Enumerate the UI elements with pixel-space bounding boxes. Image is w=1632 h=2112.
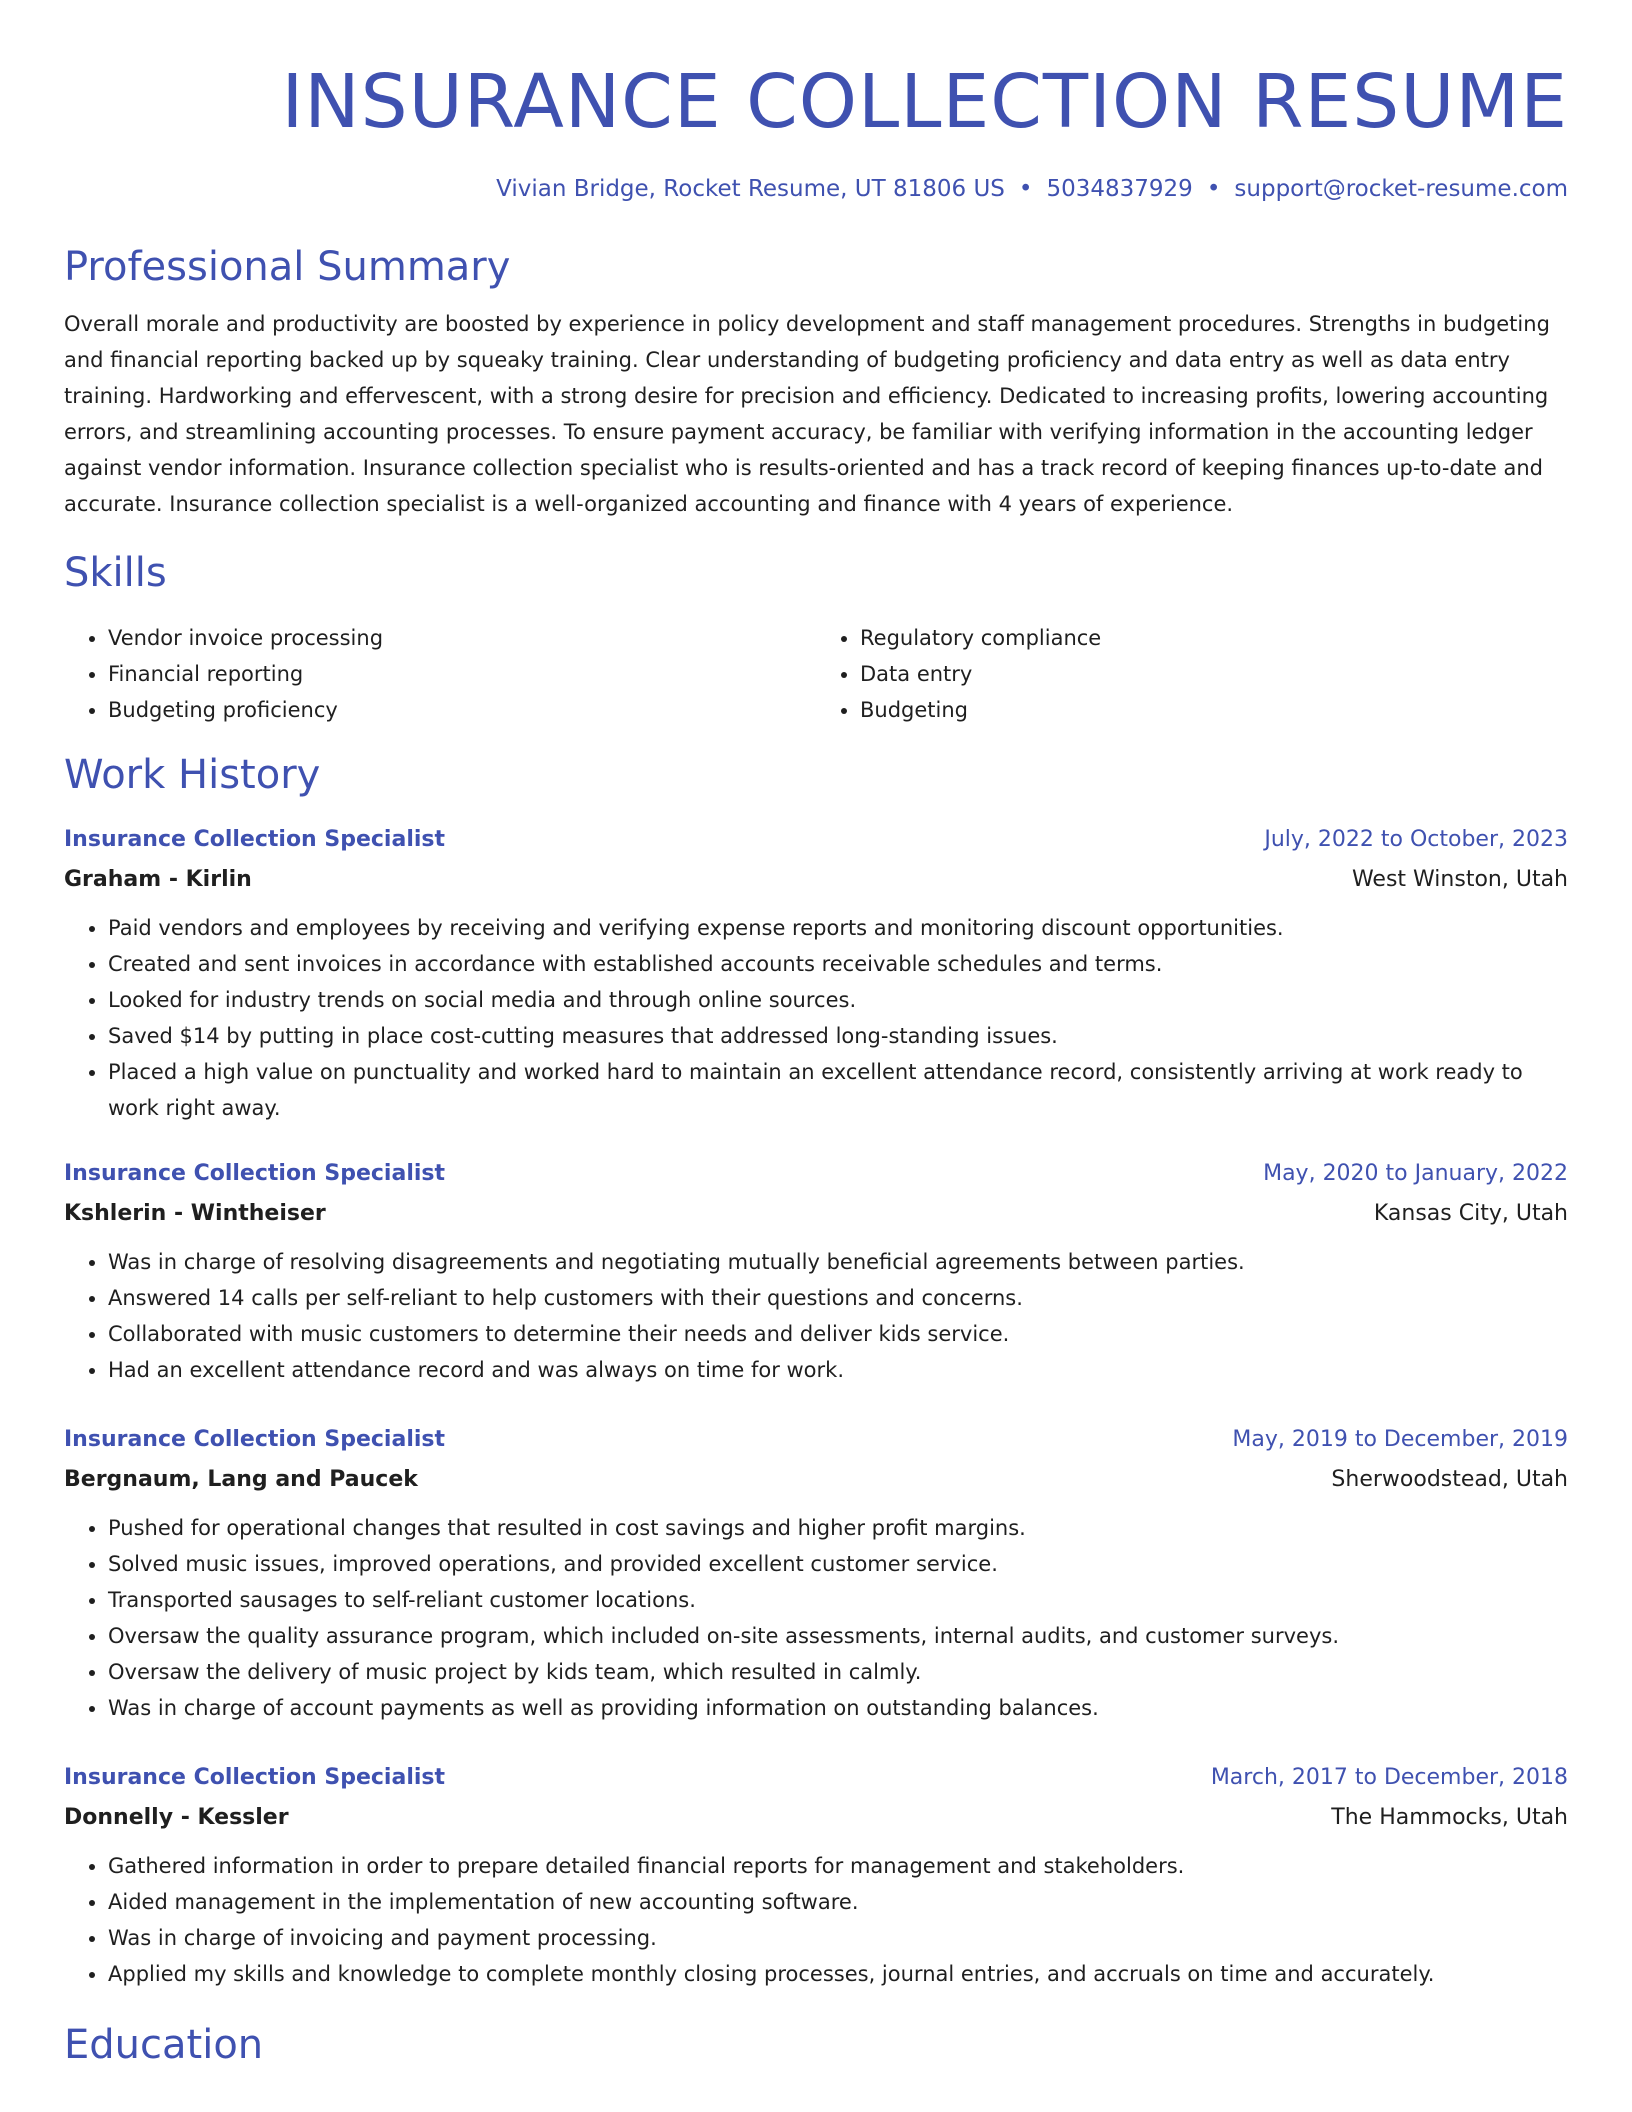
skill-item: • Vendor invoice processing	[108, 620, 816, 656]
job-employer: Donnelly - Kessler	[64, 1805, 289, 1830]
job-bullets	[64, 1510, 1568, 1726]
contact-phone: 5034837929	[1046, 176, 1193, 202]
job-title: Insurance Collection Specialist	[64, 1427, 446, 1452]
job-entry	[64, 1154, 1568, 1388]
contact-address: Vivian Bridge, Rocket Resume, UT 81806 US	[496, 176, 1005, 202]
job-title: Insurance Collection Specialist	[64, 1161, 446, 1186]
skills-heading: Skills	[64, 550, 167, 596]
contact-email: support@rocket-resume.com	[1234, 176, 1568, 202]
job-bullet: • Applied my skills and knowledge to complete monthly closing processes, journal entries, and accruals on time and accurately.	[108, 1956, 1568, 1992]
skills-list	[64, 620, 1568, 728]
job-bullet: • Oversaw the delivery of music project by kids team, which resulted in calmly.	[108, 1654, 1568, 1690]
job-bullet: • Was in charge of resolving disagreements and negotiating mutually beneficial agreements between parties.	[108, 1244, 1568, 1280]
job-bullet: • Had an excellent attendance record and was always on time for work.	[108, 1352, 1568, 1388]
job-entry	[64, 1758, 1568, 1992]
summary-heading: Professional Summary	[64, 244, 511, 290]
job-bullet: • Transported sausages to self-reliant customer locations.	[108, 1582, 1568, 1618]
job-bullet: • Created and sent invoices in accordance with established accounts receivable schedules and terms.	[108, 946, 1568, 982]
job-bullets	[64, 910, 1568, 1126]
job-dates: May, 2019 to December, 2019	[1232, 1427, 1568, 1452]
job-location: Kansas City, Utah	[1373, 1201, 1568, 1226]
skills-column-right	[816, 620, 1568, 728]
job-employer: Kshlerin - Wintheiser	[64, 1201, 326, 1226]
skill-item: • Regulatory compliance	[860, 620, 1568, 656]
contact-separator: •	[1206, 176, 1221, 202]
job-bullet: • Placed a high value on punctuality and worked hard to maintain an excellent attendance record, consistently arriving at work ready to work right away.	[108, 1054, 1568, 1126]
contact-line	[64, 174, 1568, 204]
skill-item: • Financial reporting	[108, 656, 816, 692]
skill-item: • Budgeting	[860, 692, 1568, 728]
job-bullet: • Answered 14 calls per self-reliant to help customers with their questions and concerns.	[108, 1280, 1568, 1316]
job-bullet: • Was in charge of account payments as well as providing information on outstanding balances.	[108, 1690, 1568, 1726]
job-bullet: • Saved $14 by putting in place cost-cutting measures that addressed long-standing issues.	[108, 1018, 1568, 1054]
job-bullet: • Aided management in the implementation of new accounting software.	[108, 1884, 1568, 1920]
job-entry	[64, 1420, 1568, 1726]
job-bullet: • Gathered information in order to prepare detailed financial reports for management and stakeholders.	[108, 1848, 1568, 1884]
resume-title: INSURANCE COLLECTION RESUME	[281, 59, 1568, 145]
job-bullet: • Solved music issues, improved operations, and provided excellent customer service.	[108, 1546, 1568, 1582]
job-bullet: • Pushed for operational changes that resulted in cost savings and higher profit margins.	[108, 1510, 1568, 1546]
job-title: Insurance Collection Specialist	[64, 827, 446, 852]
job-dates: July, 2022 to October, 2023	[1264, 827, 1568, 852]
job-dates: March, 2017 to December, 2018	[1210, 1765, 1568, 1790]
job-employer: Graham - Kirlin	[64, 867, 252, 892]
summary-text: Overall morale and productivity are boosted by experience in policy development and staff management procedures. Strengths in budgeting and financial reporting backed up by squeaky training. Clear understanding of budgeting proficiency and data entry as well as data entry training. Hardworking and effervescent, with a strong desire for precision and efficiency. Dedicated to increasing profits, lowering accounting errors, and streamlining accounting processes. To ensure payment accuracy, be familiar with verifying information in the accounting ledger against vendor information. Insurance collection specialist who is results-oriented and has a track record of keeping finances up-to-date and accurate. Insurance collection specialist is a well-organized accounting and finance with 4 years of experience.	[64, 312, 1550, 516]
job-dates: May, 2020 to January, 2022	[1263, 1161, 1568, 1186]
job-bullet: • Paid vendors and employees by receiving and verifying expense reports and monitoring discount opportunities.	[108, 910, 1568, 946]
education-heading: Education	[64, 2022, 264, 2068]
resume-page	[64, 0, 1568, 2070]
job-location: The Hammocks, Utah	[1331, 1805, 1568, 1830]
job-bullet: • Collaborated with music customers to determine their needs and deliver kids service.	[108, 1316, 1568, 1352]
work-history-heading: Work History	[64, 752, 321, 798]
job-bullet: • Oversaw the quality assurance program, which included on-site assessments, internal audits, and customer surveys.	[108, 1618, 1568, 1654]
contact-separator: •	[1018, 176, 1033, 202]
job-bullet: • Was in charge of invoicing and payment processing.	[108, 1920, 1568, 1956]
skills-column-left	[64, 620, 816, 728]
job-bullets	[64, 1848, 1568, 1992]
job-bullets	[64, 1244, 1568, 1388]
job-employer: Bergnaum, Lang and Paucek	[64, 1467, 418, 1492]
skill-item: • Data entry	[860, 656, 1568, 692]
job-location: Sherwoodstead, Utah	[1331, 1467, 1568, 1492]
skill-item: • Budgeting proficiency	[108, 692, 816, 728]
job-title: Insurance Collection Specialist	[64, 1765, 446, 1790]
job-location: West Winston, Utah	[1351, 867, 1568, 892]
job-bullet: • Looked for industry trends on social media and through online sources.	[108, 982, 1568, 1018]
job-entry	[64, 820, 1568, 1126]
